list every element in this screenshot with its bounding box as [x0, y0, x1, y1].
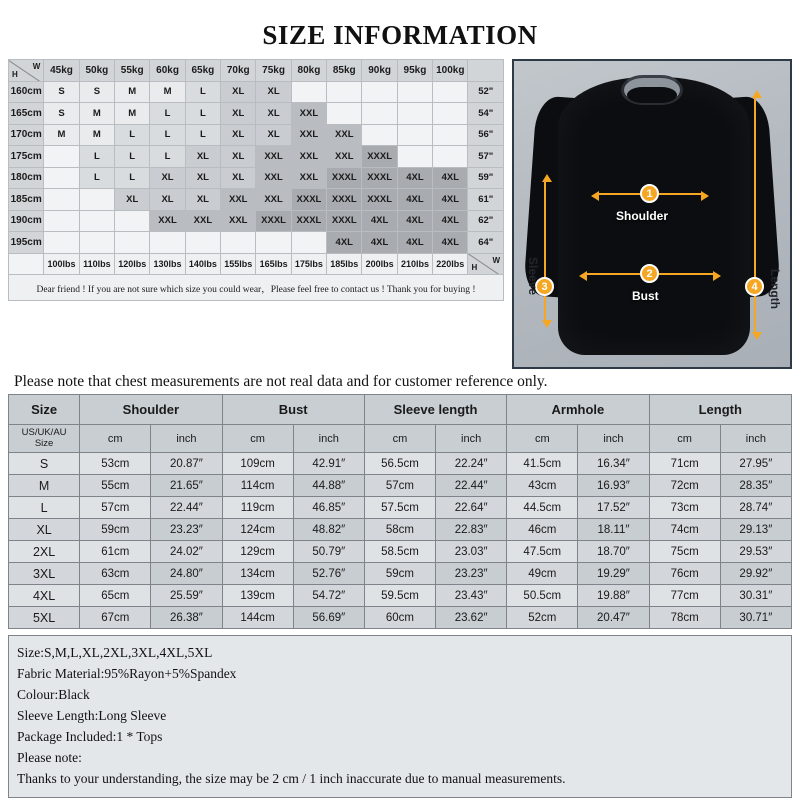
matrix-empty-cell	[362, 81, 397, 103]
matrix-empty-cell	[150, 232, 185, 254]
matrix-height-inch: 59"	[468, 167, 504, 189]
spec-inch-value: 26.38″	[151, 607, 222, 629]
matrix-height-header: 160cm	[9, 81, 44, 103]
spec-cm-value: 41.5cm	[507, 453, 578, 475]
matrix-size-cell: XXL	[150, 210, 185, 232]
matrix-weight-lbs: 155lbs	[221, 253, 256, 275]
matrix-corner-cell	[9, 60, 44, 82]
matrix-weight-header: 70kg	[221, 60, 256, 82]
spec-cm-value: 144cm	[222, 607, 293, 629]
matrix-weight-lbs: 200lbs	[362, 253, 397, 275]
matrix-weight-header: 55kg	[115, 60, 150, 82]
matrix-size-cell: XXXL	[291, 189, 326, 211]
spec-unit-header: cm	[649, 425, 720, 453]
matrix-size-cell: XL	[221, 103, 256, 125]
spec-inch-value: 28.74″	[720, 497, 791, 519]
matrix-height-inch: 61"	[468, 189, 504, 211]
spec-group-header: Armhole	[507, 395, 649, 425]
matrix-empty-cell	[291, 232, 326, 254]
matrix-height-header: 185cm	[9, 189, 44, 211]
matrix-empty-cell	[397, 103, 432, 125]
matrix-size-cell: XXXL	[327, 167, 362, 189]
matrix-size-cell: 4XL	[397, 210, 432, 232]
matrix-height-inch: 57"	[468, 146, 504, 168]
matrix-height-inch: 52"	[468, 81, 504, 103]
spec-unit-header: inch	[720, 425, 791, 453]
matrix-size-cell: L	[115, 124, 150, 146]
height-weight-matrix	[8, 59, 504, 301]
matrix-size-cell: M	[79, 124, 114, 146]
matrix-size-cell: L	[185, 103, 220, 125]
matrix-empty-cell	[115, 210, 150, 232]
spec-cm-value: 71cm	[649, 453, 720, 475]
spec-unit-header: inch	[151, 425, 222, 453]
footer-corner-height-label: H	[471, 263, 478, 272]
spec-cm-value: 53cm	[80, 453, 151, 475]
spec-cm-value: 49cm	[507, 563, 578, 585]
spec-table-row	[9, 541, 792, 563]
matrix-size-cell: L	[115, 146, 150, 168]
spec-inch-value: 48.82″	[293, 519, 364, 541]
spec-cm-value: 47.5cm	[507, 541, 578, 563]
matrix-empty-cell	[256, 232, 291, 254]
matrix-weight-lbs: 185lbs	[327, 253, 362, 275]
spec-inch-value: 30.71″	[720, 607, 791, 629]
matrix-empty-cell	[44, 146, 79, 168]
matrix-empty-cell	[291, 81, 326, 103]
spec-inch-value: 22.44″	[436, 475, 507, 497]
spec-cm-value: 119cm	[222, 497, 293, 519]
matrix-size-cell: 4XL	[362, 210, 397, 232]
spec-table-row	[9, 453, 792, 475]
length-arrow	[754, 97, 756, 333]
product-details-block	[8, 635, 792, 798]
spec-cm-value: 67cm	[80, 607, 151, 629]
matrix-size-cell: XL	[150, 167, 185, 189]
matrix-empty-cell	[433, 146, 468, 168]
spec-cm-value: 129cm	[222, 541, 293, 563]
matrix-height-header: 195cm	[9, 232, 44, 254]
matrix-size-cell: L	[79, 146, 114, 168]
spec-cm-value: 72cm	[649, 475, 720, 497]
matrix-weight-header: 90kg	[362, 60, 397, 82]
spec-size-value: S	[9, 453, 80, 475]
matrix-size-cell: XXL	[291, 103, 326, 125]
matrix-empty-cell	[79, 210, 114, 232]
spec-inch-value: 30.31″	[720, 585, 791, 607]
badge-bust: 2	[640, 264, 659, 283]
matrix-height-header: 190cm	[9, 210, 44, 232]
matrix-empty-cell	[221, 232, 256, 254]
spec-cm-value: 59cm	[364, 563, 435, 585]
spec-inch-value: 46.85″	[293, 497, 364, 519]
spec-cm-value: 59cm	[80, 519, 151, 541]
corner-weight-label: W	[32, 62, 41, 71]
product-detail-line: Colour:Black	[17, 687, 90, 703]
matrix-size-cell: S	[44, 81, 79, 103]
spec-inch-value: 18.70″	[578, 541, 649, 563]
spec-inch-value: 50.79″	[293, 541, 364, 563]
spec-inch-value: 22.44″	[151, 497, 222, 519]
spec-cm-value: 52cm	[507, 607, 578, 629]
matrix-size-cell: XL	[221, 167, 256, 189]
spec-inch-value: 24.02″	[151, 541, 222, 563]
top-section	[0, 59, 800, 369]
spec-cm-value: 46cm	[507, 519, 578, 541]
spec-size-value: 2XL	[9, 541, 80, 563]
spec-inch-value: 29.13″	[720, 519, 791, 541]
matrix-height-header: 165cm	[9, 103, 44, 125]
spec-cm-value: 134cm	[222, 563, 293, 585]
spec-inch-value: 23.03″	[436, 541, 507, 563]
spec-inch-value: 23.23″	[151, 519, 222, 541]
spec-cm-value: 75cm	[649, 541, 720, 563]
matrix-weight-lbs: 210lbs	[397, 253, 432, 275]
spec-inch-value: 20.87″	[151, 453, 222, 475]
spec-cm-value: 57cm	[80, 497, 151, 519]
matrix-size-cell: XXXL	[362, 189, 397, 211]
matrix-weight-lbs: 100lbs	[44, 253, 79, 275]
spec-group-header: Sleeve length	[364, 395, 506, 425]
spec-cm-value: 57cm	[364, 475, 435, 497]
matrix-size-cell: L	[150, 124, 185, 146]
matrix-size-cell: XXXL	[291, 210, 326, 232]
matrix-empty-cell	[115, 232, 150, 254]
label-bust: Bust	[632, 289, 659, 303]
spec-group-header: Bust	[222, 395, 364, 425]
collar-shape	[621, 75, 683, 105]
label-sleeve: Sleeve	[526, 257, 540, 296]
matrix-size-cell: XXL	[185, 210, 220, 232]
matrix-weight-lbs: 130lbs	[150, 253, 185, 275]
label-shoulder: Shoulder	[616, 209, 669, 223]
spec-cm-value: 58cm	[364, 519, 435, 541]
matrix-weight-lbs: 120lbs	[115, 253, 150, 275]
matrix-empty-cell	[362, 124, 397, 146]
spec-inch-value: 24.80″	[151, 563, 222, 585]
matrix-size-cell: L	[150, 103, 185, 125]
matrix-empty-cell	[362, 103, 397, 125]
badge-shoulder: 1	[640, 184, 659, 203]
matrix-weight-lbs: 220lbs	[433, 253, 468, 275]
spec-cm-value: 65cm	[80, 585, 151, 607]
matrix-weight-header: 100kg	[433, 60, 468, 82]
spec-cm-value: 63cm	[80, 563, 151, 585]
matrix-weight-header: 60kg	[150, 60, 185, 82]
matrix-weight-header: 75kg	[256, 60, 291, 82]
matrix-empty-cell	[79, 189, 114, 211]
matrix-size-cell: XXL	[256, 189, 291, 211]
matrix-height-inch: 62"	[468, 210, 504, 232]
spec-inch-value: 16.34″	[578, 453, 649, 475]
product-detail-line: Thanks to your understanding, the size may be 2 cm / 1 inch inaccurate due to manual measurements.	[17, 771, 566, 787]
matrix-size-cell: XL	[256, 103, 291, 125]
spec-size-value: 3XL	[9, 563, 80, 585]
matrix-size-cell: XL	[221, 124, 256, 146]
matrix-size-cell: XXL	[327, 124, 362, 146]
matrix-empty-cell	[433, 81, 468, 103]
spec-inch-value: 21.65″	[151, 475, 222, 497]
spec-cm-value: 59.5cm	[364, 585, 435, 607]
matrix-empty-cell	[397, 81, 432, 103]
spec-cm-value: 124cm	[222, 519, 293, 541]
matrix-weight-lbs: 175lbs	[291, 253, 326, 275]
matrix-lbs-row-spacer	[9, 253, 44, 275]
matrix-height-inch: 56"	[468, 124, 504, 146]
matrix-size-cell: L	[79, 167, 114, 189]
matrix-height-header: 180cm	[9, 167, 44, 189]
matrix-height-inch: 54"	[468, 103, 504, 125]
matrix-empty-cell	[433, 103, 468, 125]
matrix-empty-cell	[185, 232, 220, 254]
spec-inch-value: 19.29″	[578, 563, 649, 585]
spec-inch-value: 28.35″	[720, 475, 791, 497]
spec-table-row	[9, 563, 792, 585]
spec-inch-value: 23.23″	[436, 563, 507, 585]
spec-unit-header: inch	[436, 425, 507, 453]
matrix-empty-cell	[44, 210, 79, 232]
matrix-empty-cell	[44, 189, 79, 211]
spec-unit-header: cm	[364, 425, 435, 453]
product-detail-line: Package Included:1 * Tops	[17, 729, 163, 745]
spec-size-value: XL	[9, 519, 80, 541]
matrix-size-cell: XL	[150, 189, 185, 211]
matrix-height-inch: 64"	[468, 232, 504, 254]
specification-section	[0, 394, 800, 629]
matrix-size-cell: XXL	[291, 167, 326, 189]
matrix-empty-cell	[327, 81, 362, 103]
matrix-empty-cell	[44, 167, 79, 189]
matrix-weight-lbs: 140lbs	[185, 253, 220, 275]
matrix-size-cell: XXXL	[256, 210, 291, 232]
matrix-size-cell: XXL	[256, 146, 291, 168]
matrix-size-cell: XXL	[291, 124, 326, 146]
corner-height-label: H	[12, 69, 18, 79]
spec-unit-header: cm	[507, 425, 578, 453]
matrix-empty-cell	[44, 232, 79, 254]
spec-inch-value: 22.64″	[436, 497, 507, 519]
spec-cm-value: 74cm	[649, 519, 720, 541]
matrix-size-cell: 4XL	[327, 232, 362, 254]
matrix-height-header: 175cm	[9, 146, 44, 168]
spec-inch-value: 22.83″	[436, 519, 507, 541]
matrix-size-cell: XXL	[327, 146, 362, 168]
matrix-note: Dear friend ! If you are not sure which size you could wear，Please feel free to contact us ! Thank you for buying !	[9, 275, 504, 301]
matrix-weight-lbs: 165lbs	[256, 253, 291, 275]
product-detail-line: Please note:	[17, 750, 82, 766]
page-title: SIZE INFORMATION	[262, 20, 538, 50]
matrix-size-cell: XL	[221, 81, 256, 103]
spec-cm-value: 58.5cm	[364, 541, 435, 563]
spec-cm-value: 60cm	[364, 607, 435, 629]
matrix-size-cell: 4XL	[397, 232, 432, 254]
spec-cm-value: 56.5cm	[364, 453, 435, 475]
product-detail-line: Size:S,M,L,XL,2XL,3XL,4XL,5XL	[17, 645, 213, 660]
spec-inch-value: 44.88″	[293, 475, 364, 497]
spec-inch-value: 29.53″	[720, 541, 791, 563]
matrix-table	[8, 59, 504, 301]
matrix-size-cell: 4XL	[433, 189, 468, 211]
matrix-size-cell: XL	[256, 124, 291, 146]
spec-inch-value: 18.11″	[578, 519, 649, 541]
matrix-empty-cell	[79, 232, 114, 254]
spec-cm-value: 76cm	[649, 563, 720, 585]
spec-unit-header: inch	[293, 425, 364, 453]
spec-table-row	[9, 585, 792, 607]
spec-inch-value: 29.92″	[720, 563, 791, 585]
matrix-size-cell: L	[185, 81, 220, 103]
spec-cm-value: 73cm	[649, 497, 720, 519]
matrix-size-cell: 4XL	[362, 232, 397, 254]
spec-inch-value: 54.72″	[293, 585, 364, 607]
sleeve-arrow	[544, 181, 546, 321]
spec-inch-value: 22.24″	[436, 453, 507, 475]
spec-inch-value: 23.62″	[436, 607, 507, 629]
matrix-size-cell: XL	[115, 189, 150, 211]
matrix-size-cell: S	[44, 103, 79, 125]
badge-length: 4	[745, 277, 764, 296]
matrix-size-cell: L	[185, 124, 220, 146]
spec-table-row	[9, 607, 792, 629]
matrix-size-cell: M	[79, 103, 114, 125]
matrix-size-cell: M	[44, 124, 79, 146]
matrix-size-cell: 4XL	[397, 189, 432, 211]
matrix-footer-corner-cell	[468, 253, 504, 275]
matrix-size-cell: L	[150, 146, 185, 168]
spec-table-row	[9, 475, 792, 497]
spec-table-row	[9, 497, 792, 519]
spec-cm-value: 114cm	[222, 475, 293, 497]
spec-inch-value: 20.47″	[578, 607, 649, 629]
matrix-empty-cell	[433, 124, 468, 146]
matrix-height-header: 170cm	[9, 124, 44, 146]
matrix-size-cell: XXL	[221, 210, 256, 232]
chest-measurement-note: Please note that chest measurements are not real data and for customer reference only.	[14, 373, 548, 390]
spec-inch-value: 56.69″	[293, 607, 364, 629]
matrix-size-cell: 4XL	[433, 210, 468, 232]
spec-unit-header: inch	[578, 425, 649, 453]
spec-cm-value: 139cm	[222, 585, 293, 607]
spec-inch-value: 27.95″	[720, 453, 791, 475]
matrix-size-cell: XXXL	[327, 189, 362, 211]
matrix-size-cell: S	[79, 81, 114, 103]
matrix-size-cell: M	[150, 81, 185, 103]
matrix-size-cell: XXL	[256, 167, 291, 189]
spec-size-value: L	[9, 497, 80, 519]
matrix-weight-header: 45kg	[44, 60, 79, 82]
spec-inch-value: 42.91″	[293, 453, 364, 475]
matrix-empty-cell	[397, 146, 432, 168]
spec-group-header: Length	[649, 395, 791, 425]
matrix-size-cell: 4XL	[433, 167, 468, 189]
matrix-size-cell: M	[115, 103, 150, 125]
spec-inch-value: 25.59″	[151, 585, 222, 607]
spec-inch-value: 19.88″	[578, 585, 649, 607]
spec-group-header: Shoulder	[80, 395, 222, 425]
matrix-size-cell: XL	[185, 189, 220, 211]
matrix-weight-header: 85kg	[327, 60, 362, 82]
spec-cm-value: 57.5cm	[364, 497, 435, 519]
matrix-size-cell: XL	[256, 81, 291, 103]
matrix-size-cell: XL	[185, 146, 220, 168]
spec-cm-value: 109cm	[222, 453, 293, 475]
matrix-size-cell: XL	[221, 146, 256, 168]
spec-unit-header: cm	[222, 425, 293, 453]
spec-inch-value: 52.76″	[293, 563, 364, 585]
matrix-size-cell: 4XL	[397, 167, 432, 189]
spec-size-value: 5XL	[9, 607, 80, 629]
spec-cm-value: 43cm	[507, 475, 578, 497]
spec-inch-value: 23.43″	[436, 585, 507, 607]
badge-sleeve: 3	[535, 277, 554, 296]
spec-cm-value: 78cm	[649, 607, 720, 629]
matrix-weight-header: 95kg	[397, 60, 432, 82]
spec-size-subheader: US/UK/AU Size	[9, 425, 80, 453]
label-length: Length	[768, 269, 782, 309]
specification-table	[8, 394, 792, 629]
spec-inch-value: 16.93″	[578, 475, 649, 497]
matrix-size-cell: XXL	[221, 189, 256, 211]
matrix-size-cell: XXXL	[327, 210, 362, 232]
spec-size-header: Size	[9, 395, 80, 425]
matrix-empty-cell	[327, 103, 362, 125]
spec-inch-value: 17.52″	[578, 497, 649, 519]
spec-cm-value: 55cm	[80, 475, 151, 497]
matrix-size-cell: XXXL	[362, 146, 397, 168]
matrix-size-cell: M	[115, 81, 150, 103]
spec-cm-value: 50.5cm	[507, 585, 578, 607]
spec-size-value: 4XL	[9, 585, 80, 607]
spec-cm-value: 61cm	[80, 541, 151, 563]
spec-cm-value: 77cm	[649, 585, 720, 607]
matrix-size-cell: XXXL	[362, 167, 397, 189]
footer-corner-weight-label: W	[492, 255, 500, 265]
spec-cm-value: 44.5cm	[507, 497, 578, 519]
matrix-empty-cell	[397, 124, 432, 146]
matrix-size-cell: XXL	[291, 146, 326, 168]
product-detail-line: Sleeve Length:Long Sleeve	[17, 708, 167, 724]
matrix-weight-header: 65kg	[185, 60, 220, 82]
matrix-size-cell: XL	[185, 167, 220, 189]
product-photo	[512, 59, 792, 369]
matrix-inch-header	[468, 60, 504, 82]
matrix-weight-lbs: 110lbs	[79, 253, 114, 275]
spec-table-row	[9, 519, 792, 541]
matrix-weight-header: 80kg	[291, 60, 326, 82]
matrix-size-cell: 4XL	[433, 232, 468, 254]
product-detail-line: Fabric Material:95%Rayon+5%Spandex	[17, 666, 237, 682]
matrix-weight-header: 50kg	[79, 60, 114, 82]
spec-unit-header: cm	[80, 425, 151, 453]
matrix-size-cell: L	[115, 167, 150, 189]
spec-size-value: M	[9, 475, 80, 497]
